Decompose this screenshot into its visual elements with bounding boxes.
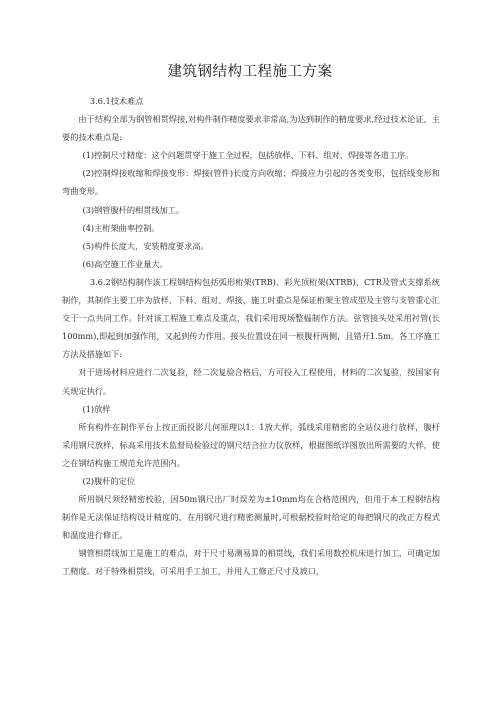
list-item-2: (2)控制焊接收缩和焊接变形：焊接(管件)长度方向收缩；焊接应力引起的各类变形，包括线变形和弯曲变形。 [62,168,440,197]
paragraph-tape-calibration: 所用钢尺须经精密校验，因50m钢尺出厂时误差为±10mm均在合格范围内，但用于本工程钢结构制作是无法保证结构设计精度的，在用钢尺进行精密测量时,可根据校验时给定的每把钢尺的改正方程式和温度进行修正。 [62,494,440,541]
list-item-3: (3)钢管腹杆的相贯线加工。 [82,204,185,215]
paragraph-intro: 由于结构全部为钢管相贯焊接,对构件制作精度要求非常高,为达到制作的精度要求,经过技术论证，主要的技术难点是: [62,114,440,143]
list-item-1: (1)控制尺寸精度：这个问题贯穿于施工全过程，包括放样、下料、组对、焊接等各道工序。 [82,150,414,161]
subheading-layout: (1)放样 [82,403,111,414]
paragraph-material-recheck: 对于进场材料应进行二次复验，经二次复验合格后，方可投入工程使用，材料的二次复验，按国家有关规定执行。 [62,367,440,396]
list-item-6: (6)高空施工作业量大。 [82,258,168,269]
list-item-5: (5)构件长度大，安装精度要求高。 [82,240,209,251]
section-heading-3-6-1: 3.6.1技术难点 [89,96,144,106]
subheading-web-member-positioning: (2)腹杆的定位 [82,475,136,486]
document-body [62,92,440,581]
document-title: 建筑钢结构工程施工方案 [167,64,333,80]
paragraph-intersection-processing: 钢管相贯线加工是施工的难点，对于尺寸易测易算的相贯线，我们采用数控机床进行加工，可确定加工精度。对于特殊相贯线，可采用手工加工，并用人工修正尺寸及坡口， [62,548,440,577]
list-item-4: (4)主桁架曲率控制。 [82,222,160,233]
section-paragraph-3-6-2: 3.6.2钢结构制作该工程钢结构包括弧形桁架(TRB)、彩光顶桁架(XTRB)、CTR及管式支撑系统制作，其制作主要工序为放样、下料、组对、焊接，施工时重点是保证桁架主管成型及主管与支管重心汇交于一点共同工作。针对该工程施工难点及重点，我们采用现场整榀制作方法。弦管接头处采用衬管(长100mm),即起到加强作用，又起到传力作用。接头位置设在同一根腹杆两侧，且错开1.5m。各工序施工方法及措施如下: [62,276,440,360]
paragraph-layout: 所有构件在制作平台上按正面投影几何原理以1：1放大样，弧线采用精密的全站仪进行放样，腹杆采用钢尺放样，标高采用技术监督局检验过的钢尺结合拉力仪放样，根据图纸详图放出所需要的大样，使之在钢结构施工规范允许范围内。 [62,421,440,468]
